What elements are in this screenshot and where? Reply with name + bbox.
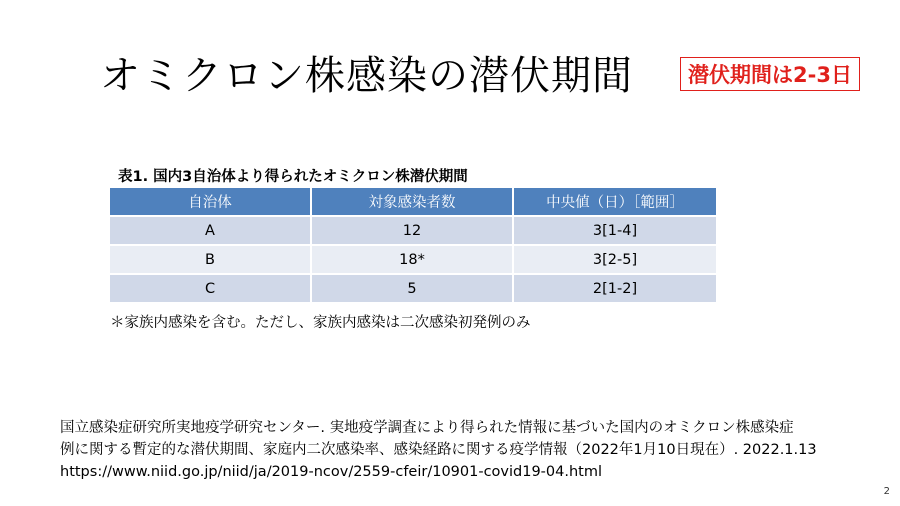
reference-line: 国立感染症研究所実地疫学研究センター. 実地疫学調査により得られた情報に基づいた国内のオミクロン株感染症 (60, 420, 794, 436)
table-caption: 表1. 国内3自治体より得られたオミクロン株潜伏期間 (118, 169, 468, 185)
incubation-period-badge: 潜伏期間は2-3日 (680, 57, 860, 91)
cell-median-range: 3[2-5] (513, 245, 716, 274)
reference-line: 例に関する暫定的な潜伏期間、家庭内二次感染率、感染経路に関する疫学情報（2022年1月10日現在）. 2022.1.13 (60, 442, 817, 458)
cell-municipality: B (110, 245, 311, 274)
reference-citation (60, 417, 880, 483)
incubation-table (110, 188, 716, 302)
cell-median-range: 2[1-2] (513, 274, 716, 302)
slide-title: オミクロン株感染の潜伏期間 (100, 53, 633, 99)
header-case-count: 対象感染者数 (311, 188, 513, 216)
table-header-row (110, 188, 716, 216)
table-footnote: ＊家族内感染を含む。ただし、家族内感染は二次感染初発例のみ (110, 315, 531, 331)
cell-case-count: 5 (311, 274, 513, 302)
header-municipality: 自治体 (110, 188, 311, 216)
table-row (110, 245, 716, 274)
cell-case-count: 18* (311, 245, 513, 274)
cell-case-count: 12 (311, 216, 513, 245)
cell-municipality: C (110, 274, 311, 302)
page-number: 2 (883, 486, 890, 497)
cell-municipality: A (110, 216, 311, 245)
reference-url[interactable]: https://www.niid.go.jp/niid/ja/2019-ncov/2559-cfeir/10901-covid19-04.html (60, 464, 603, 480)
header-median-range: 中央値（日）［範囲］ (513, 188, 716, 216)
cell-median-range: 3[1-4] (513, 216, 716, 245)
table-row (110, 274, 716, 302)
table-row (110, 216, 716, 245)
